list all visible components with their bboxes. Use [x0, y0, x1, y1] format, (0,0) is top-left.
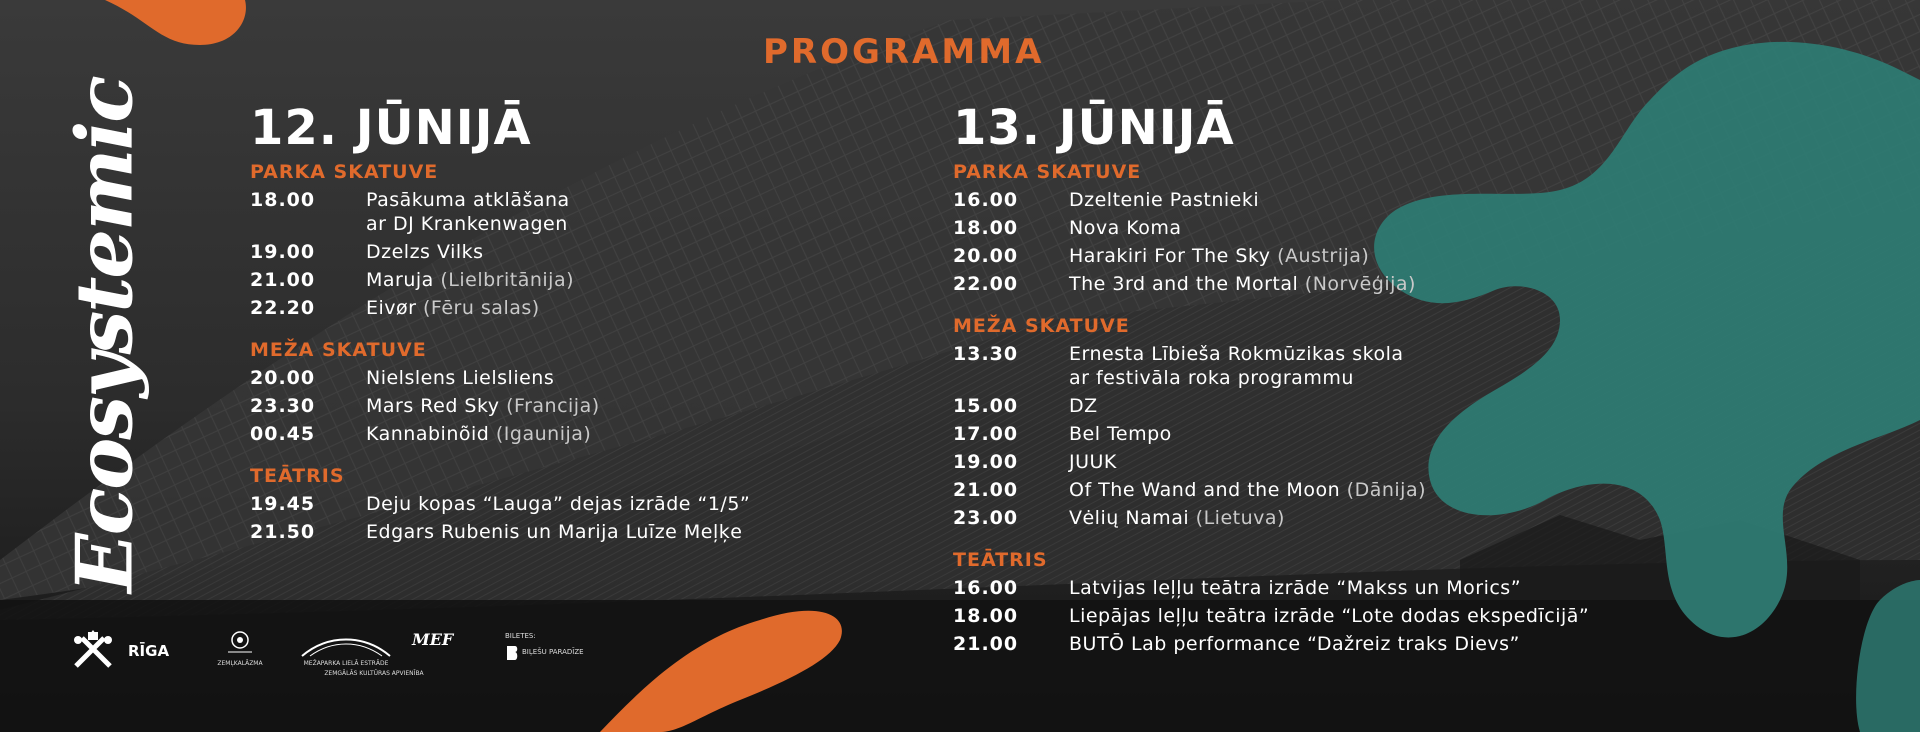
event-time: 23.00: [953, 507, 1019, 529]
venue-heading: PARKA SKATUVE: [250, 161, 439, 183]
event-title: BUTŌ Lab performance “Dažreiz traks Dievs”: [1069, 633, 1520, 655]
schedule-row: [953, 422, 1883, 446]
schedule-row: [250, 520, 910, 544]
day-title: 13. JŪNIJĀ: [953, 100, 1235, 156]
schedule-row: [250, 366, 910, 390]
event-name: [366, 268, 574, 292]
biletes-label: BILETES:: [505, 632, 536, 640]
mezaparks-label: MEŽAPARKA LIELĀ ESTRĀDE: [303, 660, 389, 667]
event-time: 13.30: [953, 343, 1019, 365]
event-time: 22.20: [250, 297, 316, 319]
event-country: (Austrija): [1277, 245, 1370, 267]
schedule-row: [953, 506, 1883, 530]
day-column-12: [250, 100, 910, 544]
event-line: [366, 240, 484, 264]
schedule-row: [250, 268, 910, 292]
event-line: [366, 366, 554, 390]
event-time: 21.00: [953, 479, 1019, 501]
schedule-row: [250, 422, 910, 446]
event-time: 21.00: [953, 633, 1019, 655]
event-title: Harakiri For The Sky: [1069, 245, 1271, 267]
schedule-row: [953, 216, 1883, 240]
event-time: 15.00: [953, 395, 1019, 417]
zemlu-label: ZEMĻKALĀZMA: [217, 660, 263, 667]
event-name: [1069, 342, 1404, 390]
day-title: 12. JŪNIJĀ: [250, 100, 532, 156]
event-title: Deju kopas “Lauga” dejas izrāde “1/5”: [366, 493, 751, 515]
event-country: (Francija): [506, 395, 600, 417]
event-line: [1069, 604, 1589, 628]
event-title: Vėlių Namai: [1069, 507, 1190, 529]
event-title: Maruja: [366, 269, 434, 291]
event-title: Liepājas leļļu teātra izrāde “Lote dodas ekspedīcijā”: [1069, 605, 1590, 627]
event-name: [1069, 632, 1520, 656]
event-line: [1069, 576, 1521, 600]
event-line: [366, 268, 574, 292]
event-title: The 3rd and the Mortal: [1069, 273, 1299, 295]
event-name: [1069, 422, 1172, 446]
event-title: ar DJ Krankenwagen: [366, 213, 568, 235]
event-name: [1069, 604, 1589, 628]
schedule-row: [953, 576, 1883, 600]
schedule-row: [250, 240, 910, 264]
venue-heading: TEĀTRIS: [250, 465, 345, 487]
event-name: [1069, 188, 1259, 212]
event-line: [366, 422, 591, 446]
event-title: Bel Tempo: [1069, 423, 1172, 445]
event-line: [1069, 366, 1404, 390]
event-name: [1069, 450, 1117, 474]
event-name: [366, 492, 750, 516]
zemlu-logo-icon: [220, 630, 260, 660]
event-time: 19.00: [250, 241, 316, 263]
event-name: [366, 520, 742, 544]
event-line: [1069, 422, 1172, 446]
event-time: 19.00: [953, 451, 1019, 473]
event-time: 18.00: [953, 605, 1019, 627]
event-title: Kannabinõid: [366, 423, 490, 445]
event-time: 21.00: [250, 269, 316, 291]
event-title: Nova Koma: [1069, 217, 1182, 239]
event-time: 21.50: [250, 521, 316, 543]
schedule-row: [953, 342, 1883, 390]
day-column-13: [953, 100, 1883, 656]
zemgal-label: ZEMGĀLĀS KULTŪRAS APVIENĪBA: [324, 670, 424, 677]
event-name: [1069, 576, 1521, 600]
event-title: Dzeltenie Pastnieki: [1069, 189, 1260, 211]
event-name: [1069, 216, 1182, 240]
event-name: [1069, 506, 1285, 530]
event-name: [366, 422, 591, 446]
event-line: [366, 394, 600, 418]
event-line: [1069, 394, 1098, 418]
schedule-row: [953, 394, 1883, 418]
event-title: Edgars Rubenis un Marija Luīze Meļķe: [366, 521, 743, 543]
event-country: (Igaunija): [495, 423, 592, 445]
riga-label: RĪGA: [128, 642, 170, 660]
event-name: [366, 188, 570, 236]
event-line: [1069, 272, 1416, 296]
schedule-row: [953, 604, 1883, 628]
event-time: 17.00: [953, 423, 1019, 445]
event-line: [1069, 342, 1404, 366]
event-title: Latvijas leļļu teātra izrāde “Makss un Morics”: [1069, 577, 1522, 599]
event-name: [1069, 394, 1098, 418]
event-name: [366, 366, 554, 390]
schedule-row: [953, 272, 1883, 296]
event-line: [366, 520, 742, 544]
event-country: (Fēru salas): [423, 297, 540, 319]
mef-logo: MEF: [412, 630, 454, 649]
event-line: [1069, 506, 1285, 530]
event-line: [366, 188, 570, 212]
event-country: (Lielbritānija): [440, 269, 575, 291]
event-line: [366, 492, 750, 516]
mezaparks-logo-icon: [298, 630, 394, 660]
event-time: 16.00: [953, 577, 1019, 599]
event-line: [1069, 632, 1520, 656]
event-line: [1069, 188, 1259, 212]
event-name: [1069, 478, 1426, 502]
schedule-row: [953, 244, 1883, 268]
schedule-row: [250, 492, 910, 516]
venue-heading: MEŽA SKATUVE: [953, 315, 1130, 337]
event-time: 18.00: [250, 189, 316, 211]
event-title: Ernesta Lībieša Rokmūzikas skola: [1069, 343, 1404, 365]
event-time: 20.00: [250, 367, 316, 389]
venue-heading: PARKA SKATUVE: [953, 161, 1142, 183]
event-line: [1069, 450, 1117, 474]
schedule-row: [953, 632, 1883, 656]
event-time: 00.45: [250, 423, 316, 445]
venue-heading: MEŽA SKATUVE: [250, 339, 427, 361]
event-line: [366, 296, 540, 320]
event-title: Mars Red Sky: [366, 395, 500, 417]
schedule-row: [250, 296, 910, 320]
event-time: 23.30: [250, 395, 316, 417]
event-title: Nielslens Lielsliens: [366, 367, 555, 389]
event-title: ar festivāla roka programmu: [1069, 367, 1354, 389]
event-title: Of The Wand and the Moon: [1069, 479, 1341, 501]
schedule-row: [953, 478, 1883, 502]
schedule-row: [953, 450, 1883, 474]
event-title: Eivør: [366, 297, 417, 319]
event-time: 16.00: [953, 189, 1019, 211]
schedule-row: [953, 188, 1883, 212]
event-title: DZ: [1069, 395, 1098, 417]
festival-logo: [59, 77, 151, 593]
biletes-name: BIĻEŠU PARADĪZE: [522, 648, 584, 656]
event-name: [1069, 244, 1369, 268]
event-line: [1069, 244, 1369, 268]
event-title: JUUK: [1069, 451, 1117, 473]
schedule-row: [250, 188, 910, 236]
festival-logo-wordmark: Ecosystemic: [59, 77, 151, 593]
event-name: [366, 296, 540, 320]
event-line: [1069, 478, 1426, 502]
event-time: 22.00: [953, 273, 1019, 295]
event-title: Pasākuma atklāšana: [366, 189, 570, 211]
partner-logos: [70, 620, 590, 680]
program-title: PROGRAMMA: [763, 32, 1045, 72]
event-title: Dzelzs Vilks: [366, 241, 484, 263]
bilesu-paradize-icon: [505, 644, 519, 662]
event-country: (Norvēģija): [1304, 273, 1416, 295]
riga-crest-icon: [70, 630, 116, 670]
event-country: (Lietuva): [1195, 507, 1285, 529]
event-time: 18.00: [953, 217, 1019, 239]
event-name: [366, 240, 484, 264]
venue-heading: TEĀTRIS: [953, 549, 1048, 571]
event-line: [366, 212, 570, 236]
event-country: (Dānija): [1346, 479, 1426, 501]
event-name: [366, 394, 600, 418]
event-time: 19.45: [250, 493, 316, 515]
schedule-row: [250, 394, 910, 418]
event-name: [1069, 272, 1416, 296]
event-time: 20.00: [953, 245, 1019, 267]
event-line: [1069, 216, 1182, 240]
